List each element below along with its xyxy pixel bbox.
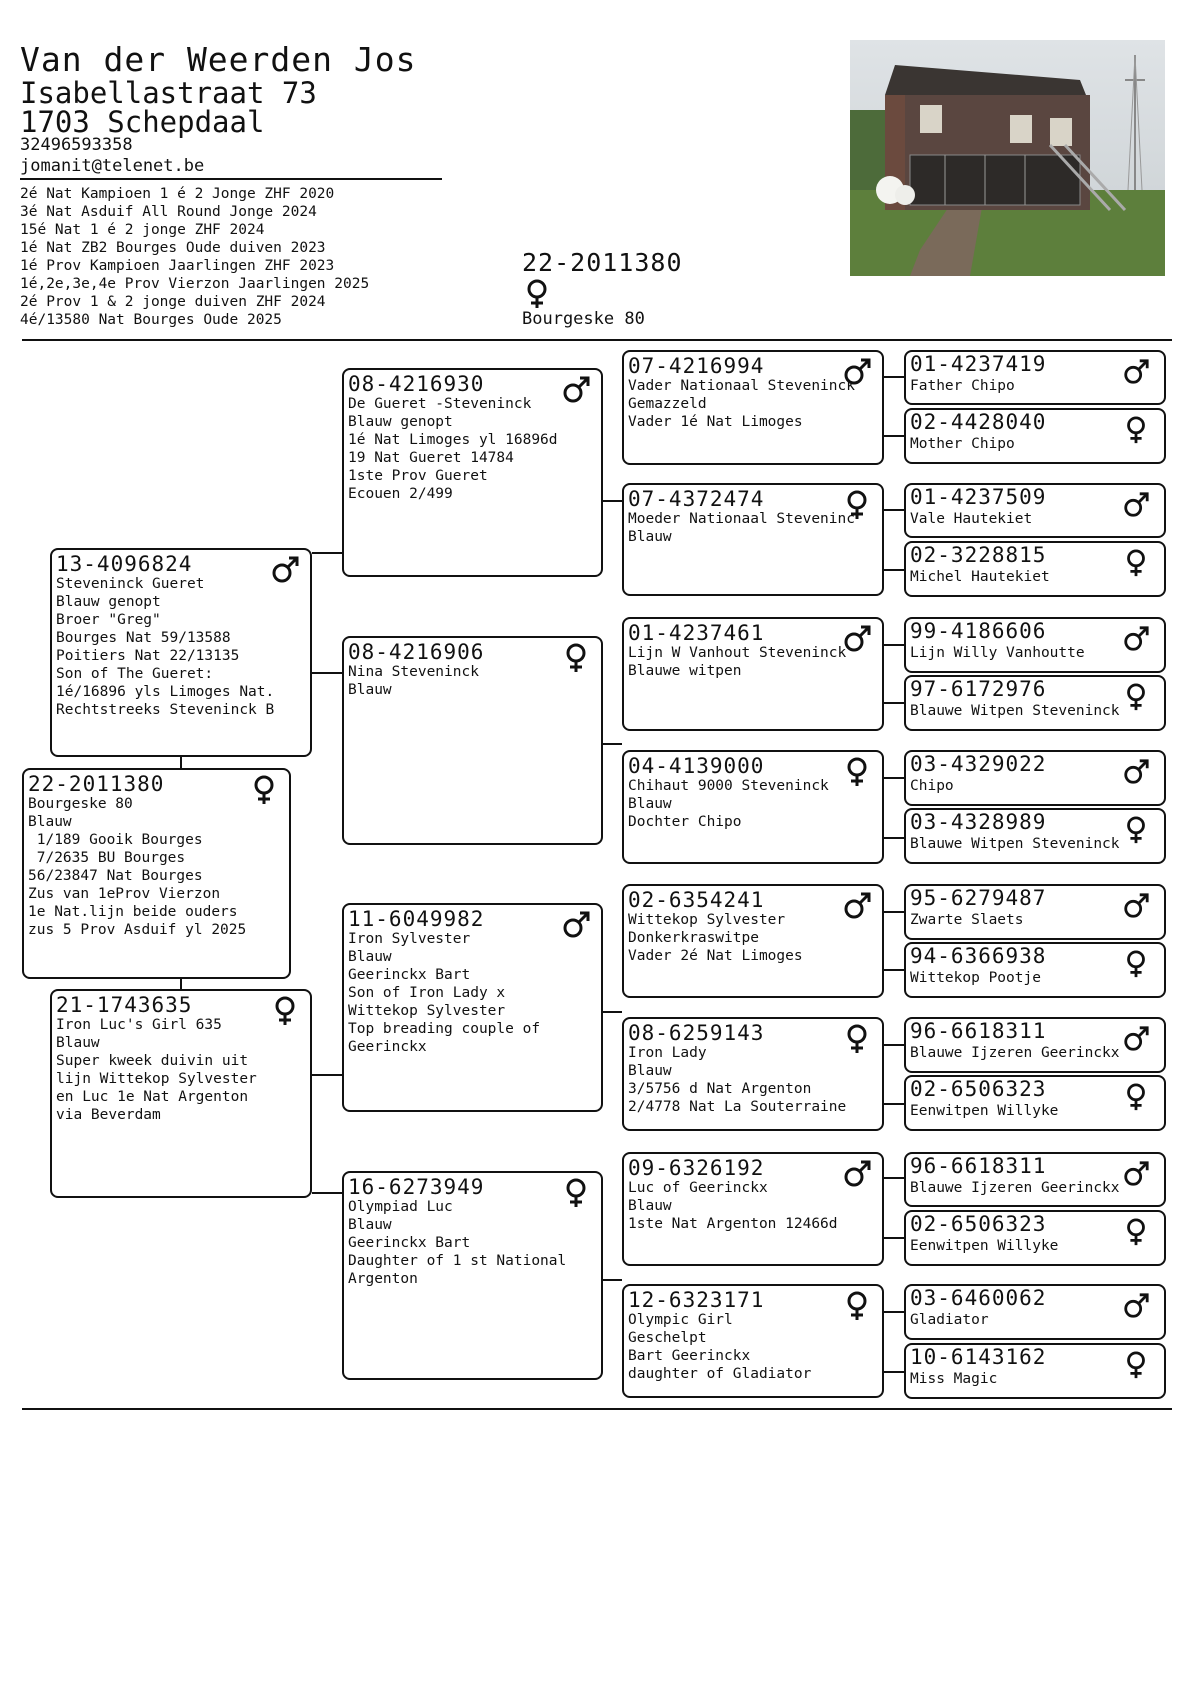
card-line: Blauw xyxy=(28,814,72,830)
female-symbol-icon xyxy=(1122,549,1150,577)
achievement-item: 15é Nat 1 é 2 jonge ZHF 2024 xyxy=(20,222,265,238)
owner-street: Isabellastraat 73 xyxy=(20,76,317,110)
card-line: Blauw xyxy=(348,682,392,698)
card-line: Vale Hautekiet xyxy=(910,511,1033,527)
pedigree-card-great-grandparent xyxy=(622,1152,884,1266)
card-line: Son of The Gueret: xyxy=(56,666,214,682)
card-line: 1/189 Gooik Bourges xyxy=(28,832,203,848)
card-details xyxy=(910,702,1120,720)
ring-number: 16-6273949 xyxy=(348,1175,485,1199)
card-details xyxy=(348,930,540,1056)
ring-number: 96-6618311 xyxy=(910,1019,1047,1043)
card-line: Eenwitpen Willyke xyxy=(910,1238,1059,1254)
female-symbol-icon xyxy=(270,996,300,1026)
card-line: Iron Lady xyxy=(628,1045,707,1061)
card-details xyxy=(628,1179,838,1233)
card-details xyxy=(910,568,1050,586)
card-line: 56/23847 Nat Bourges xyxy=(28,868,203,884)
achievement-item: 1é,2e,3e,4e Prov Vierzon Jaarlingen 2025 xyxy=(20,276,370,292)
card-details xyxy=(910,510,1032,528)
card-details xyxy=(56,575,274,719)
card-line: Mother Chipo xyxy=(910,436,1015,452)
card-line: Iron Sylvester xyxy=(348,931,471,947)
pedigree-card-ggg xyxy=(904,884,1166,940)
card-line: en Luc 1e Nat Argenton xyxy=(56,1089,249,1105)
ring-number: 08-6259143 xyxy=(628,1021,765,1045)
card-line: 1ste Nat Argenton 12466d xyxy=(628,1216,838,1232)
card-line: daughter of Gladiator xyxy=(628,1366,812,1382)
card-line: Top breading couple of xyxy=(348,1021,541,1037)
card-line: Poitiers Nat 22/13135 xyxy=(56,648,240,664)
card-line: De Gueret -Steveninck xyxy=(348,396,532,412)
card-line: Bart Geerinckx xyxy=(628,1348,751,1364)
card-details xyxy=(628,377,855,431)
card-line: zus 5 Prov Asduif yl 2025 xyxy=(28,922,247,938)
ring-number: 02-3228815 xyxy=(910,543,1047,567)
female-symbol-icon xyxy=(1122,1218,1150,1246)
pedigree-card-ggg xyxy=(904,541,1166,597)
achievement-item: 2é Prov 1 & 2 jonge duiven ZHF 2024 xyxy=(20,294,326,310)
card-details xyxy=(348,1198,566,1288)
card-details xyxy=(910,435,1015,453)
female-symbol-icon xyxy=(1122,1351,1150,1379)
ring-number: 02-6506323 xyxy=(910,1212,1047,1236)
female-symbol-icon xyxy=(249,775,279,805)
ring-number: 02-6354241 xyxy=(628,888,765,912)
card-line: Steveninck Gueret xyxy=(56,576,205,592)
male-symbol-icon xyxy=(1122,1025,1150,1053)
card-line: 1é Nat Limoges yl 16896d xyxy=(348,432,558,448)
card-details xyxy=(348,395,558,503)
ring-number: 01-4237419 xyxy=(910,352,1047,376)
male-symbol-icon xyxy=(1122,758,1150,786)
card-line: lijn Wittekop Sylvester xyxy=(56,1071,257,1087)
female-symbol-icon xyxy=(842,1291,872,1321)
pedigree-card-ggg xyxy=(904,1075,1166,1131)
pedigree-card-great-grandparent xyxy=(622,617,884,731)
card-line: Nina Steveninck xyxy=(348,664,479,680)
pedigree-card-ggg xyxy=(904,483,1166,538)
ring-number: 03-4328989 xyxy=(910,810,1047,834)
card-line: Vader 2é Nat Limoges xyxy=(628,948,803,964)
card-line: Zus van 1eProv Vierzon xyxy=(28,886,221,902)
pedigree-card-ggg xyxy=(904,942,1166,998)
male-symbol-icon xyxy=(561,375,591,405)
card-details xyxy=(910,1102,1058,1120)
card-line: Son of Iron Lady x xyxy=(348,985,506,1001)
ring-number: 94-6366938 xyxy=(910,944,1047,968)
card-line: Blauwe Ijzeren Geerinckx xyxy=(910,1045,1120,1061)
card-details xyxy=(910,777,954,795)
achievement-item: 4é/13580 Nat Bourges Oude 2025 xyxy=(20,312,282,328)
card-details xyxy=(628,510,855,546)
card-line: Blauw xyxy=(628,529,672,545)
card-line: Father Chipo xyxy=(910,378,1015,394)
achievement-item: 3é Nat Asduif All Round Jonge 2024 xyxy=(20,204,317,220)
card-details xyxy=(628,911,803,965)
ring-number: 08-4216930 xyxy=(348,372,485,396)
card-line: Lijn Willy Vanhoutte xyxy=(910,645,1085,661)
card-details xyxy=(28,795,246,939)
card-line: Daughter of 1 st National xyxy=(348,1253,567,1269)
pedigree-card-ggg xyxy=(904,408,1166,464)
ring-number: 97-6172976 xyxy=(910,677,1047,701)
card-line: 7/2635 BU Bourges xyxy=(28,850,186,866)
ring-number: 96-6618311 xyxy=(910,1154,1047,1178)
card-details xyxy=(910,969,1041,987)
pedigree-card-great-grandparent xyxy=(622,1284,884,1398)
female-symbol-icon xyxy=(1122,683,1150,711)
card-line: Gladiator xyxy=(910,1312,989,1328)
card-line: Blauw xyxy=(628,796,672,812)
male-symbol-icon xyxy=(842,1159,872,1189)
ring-number: 95-6279487 xyxy=(910,886,1047,910)
ring-number: 12-6323171 xyxy=(628,1288,765,1312)
card-line: Ecouen 2/499 xyxy=(348,486,453,502)
top-divider xyxy=(22,339,1172,341)
card-line: 1e Nat.lijn beide ouders xyxy=(28,904,238,920)
card-line: Wittekop Pootje xyxy=(910,970,1041,986)
card-line: Miss Magic xyxy=(910,1371,998,1387)
ring-number: 01-4237461 xyxy=(628,621,765,645)
achievement-item: 1é Prov Kampioen Jaarlingen ZHF 2023 xyxy=(20,258,335,274)
subject-ring-number: 22-2011380 xyxy=(522,248,683,277)
card-line: Geerinckx Bart xyxy=(348,1235,471,1251)
card-details xyxy=(910,644,1085,662)
card-line: Vader 1é Nat Limoges xyxy=(628,414,803,430)
card-details xyxy=(910,1179,1120,1197)
card-line: Wittekop Sylvester xyxy=(628,912,786,928)
male-symbol-icon xyxy=(561,910,591,940)
pedigree-card-great-grandparent xyxy=(622,483,884,596)
ring-number: 22-2011380 xyxy=(28,772,165,796)
card-line: Luc of Geerinckx xyxy=(628,1180,768,1196)
card-line: Geerinckx Bart xyxy=(348,967,471,983)
card-details xyxy=(910,1044,1120,1062)
male-symbol-icon xyxy=(270,555,300,585)
ring-number: 11-6049982 xyxy=(348,907,485,931)
male-symbol-icon xyxy=(1122,491,1150,519)
ring-number: 13-4096824 xyxy=(56,552,193,576)
female-symbol-icon xyxy=(522,279,552,309)
pedigree-card-grandparent xyxy=(342,368,603,577)
pedigree-card-ggg xyxy=(904,808,1166,864)
card-details xyxy=(910,835,1120,853)
card-line: Donkerkraswitpe xyxy=(628,930,759,946)
card-line: Dochter Chipo xyxy=(628,814,742,830)
female-symbol-icon xyxy=(561,643,591,673)
card-line: Zwarte Slaets xyxy=(910,912,1024,928)
pedigree-card-great-grandparent xyxy=(622,884,884,998)
pedigree-card-ggg xyxy=(904,617,1166,673)
achievement-item: 2é Nat Kampioen 1 é 2 Jonge ZHF 2020 xyxy=(20,186,335,202)
pedigree-card-grandparent xyxy=(342,903,603,1112)
card-details xyxy=(628,1044,846,1116)
ring-number: 02-4428040 xyxy=(910,410,1047,434)
card-line: Blauw genopt xyxy=(56,594,161,610)
card-line: Blauw xyxy=(628,1063,672,1079)
card-details xyxy=(910,1311,989,1329)
card-line: Blauw xyxy=(348,1217,392,1233)
header-divider xyxy=(20,178,442,180)
card-line: 1é/16896 yls Limoges Nat. xyxy=(56,684,275,700)
pedigree-card-ggg xyxy=(904,675,1166,731)
pedigree-card-grandparent xyxy=(342,1171,603,1380)
card-line: Lijn W Vanhout Steveninck xyxy=(628,645,847,661)
card-line: Bourges Nat 59/13588 xyxy=(56,630,231,646)
card-line: Blauw xyxy=(628,1198,672,1214)
ring-number: 01-4237509 xyxy=(910,485,1047,509)
female-symbol-icon xyxy=(842,1024,872,1054)
pedigree-card-ggg xyxy=(904,1017,1166,1073)
male-symbol-icon xyxy=(1122,1292,1150,1320)
card-line: 19 Nat Gueret 14784 xyxy=(348,450,514,466)
ring-number: 21-1743635 xyxy=(56,993,193,1017)
male-symbol-icon xyxy=(842,891,872,921)
card-line: Iron Luc's Girl 635 xyxy=(56,1017,222,1033)
card-details xyxy=(910,1237,1058,1255)
achievements-list xyxy=(20,185,369,329)
card-line: Bourgeske 80 xyxy=(28,796,133,812)
card-line: Moeder Nationaal Steveninc xyxy=(628,511,855,527)
card-line: Argenton xyxy=(348,1271,418,1287)
pedigree-card-ggg xyxy=(904,750,1166,806)
card-line: Chipo xyxy=(910,778,954,794)
ring-number: 04-4139000 xyxy=(628,754,765,778)
card-line: Super kweek duivin uit xyxy=(56,1053,249,1069)
card-details xyxy=(56,1016,257,1124)
card-line: Olympic Girl xyxy=(628,1312,733,1328)
card-details xyxy=(628,777,829,831)
pedigree-card-great-grandparent xyxy=(622,350,884,465)
card-line: Blauwe Ijzeren Geerinckx xyxy=(910,1180,1120,1196)
female-symbol-icon xyxy=(1122,950,1150,978)
subject-name: Bourgeske 80 xyxy=(522,309,645,329)
owner-name: Van der Weerden Jos xyxy=(20,40,417,79)
owner-city: 1703 Schepdaal xyxy=(20,105,265,139)
card-details xyxy=(628,1311,811,1383)
card-line: Blauwe Witpen Steveninck xyxy=(910,836,1120,852)
ring-number: 09-6326192 xyxy=(628,1156,765,1180)
card-line: Blauwe witpen xyxy=(628,663,742,679)
male-symbol-icon xyxy=(842,624,872,654)
card-line: Geschelpt xyxy=(628,1330,707,1346)
pedigree-card-subject xyxy=(22,768,291,979)
card-details xyxy=(628,644,846,680)
card-line: Olympiad Luc xyxy=(348,1199,453,1215)
pedigree-card-grandparent xyxy=(342,636,603,845)
ring-number: 10-6143162 xyxy=(910,1345,1047,1369)
pedigree-card-ggg xyxy=(904,350,1166,405)
ring-number: 03-4329022 xyxy=(910,752,1047,776)
ring-number: 08-4216906 xyxy=(348,640,485,664)
loft-photo xyxy=(850,40,1165,276)
card-line: 3/5756 d Nat Argenton xyxy=(628,1081,812,1097)
bottom-divider xyxy=(22,1408,1172,1410)
pedigree-card-sire xyxy=(50,548,312,757)
owner-phone: 32496593358 xyxy=(20,135,133,155)
male-symbol-icon xyxy=(1122,625,1150,653)
card-line: Michel Hautekiet xyxy=(910,569,1050,585)
pedigree-card-great-grandparent xyxy=(622,1017,884,1131)
card-details xyxy=(910,911,1024,929)
female-symbol-icon xyxy=(842,757,872,787)
ring-number: 02-6506323 xyxy=(910,1077,1047,1101)
card-line: Wittekop Sylvester xyxy=(348,1003,506,1019)
card-line: Vader Nationaal Steveninck xyxy=(628,378,855,394)
card-line: Blauw xyxy=(348,949,392,965)
card-details xyxy=(910,377,1015,395)
female-symbol-icon xyxy=(1122,416,1150,444)
card-line: Eenwitpen Willyke xyxy=(910,1103,1059,1119)
card-line: Rechtstreeks Steveninck B xyxy=(56,702,275,718)
female-symbol-icon xyxy=(1122,816,1150,844)
card-line: Geerinckx xyxy=(348,1039,427,1055)
pedigree-card-ggg xyxy=(904,1210,1166,1266)
card-line: Gemazzeld xyxy=(628,396,707,412)
pedigree-card-dam xyxy=(50,989,312,1198)
male-symbol-icon xyxy=(1122,358,1150,386)
male-symbol-icon xyxy=(1122,1160,1150,1188)
ring-number: 07-4372474 xyxy=(628,487,765,511)
card-details xyxy=(910,1370,997,1388)
owner-email: jomanit@telenet.be xyxy=(20,156,205,176)
card-line: Blauw genopt xyxy=(348,414,453,430)
card-line: Chihaut 9000 Steveninck xyxy=(628,778,829,794)
card-details xyxy=(348,663,479,699)
achievement-item: 1é Nat ZB2 Bourges Oude duiven 2023 xyxy=(20,240,326,256)
ring-number: 03-6460062 xyxy=(910,1286,1047,1310)
card-line: 2/4778 Nat La Souterraine xyxy=(628,1099,847,1115)
ring-number: 99-4186606 xyxy=(910,619,1047,643)
female-symbol-icon xyxy=(1122,1083,1150,1111)
pedigree-card-ggg xyxy=(904,1152,1166,1207)
card-line: 1ste Prov Gueret xyxy=(348,468,488,484)
pedigree-card-ggg xyxy=(904,1284,1166,1340)
male-symbol-icon xyxy=(1122,892,1150,920)
ring-number: 07-4216994 xyxy=(628,354,765,378)
card-line: Blauw xyxy=(56,1035,100,1051)
card-line: via Beverdam xyxy=(56,1107,161,1123)
card-line: Broer "Greg" xyxy=(56,612,161,628)
card-line: Blauwe Witpen Steveninck xyxy=(910,703,1120,719)
pedigree-card-great-grandparent xyxy=(622,750,884,864)
pedigree-card-ggg xyxy=(904,1343,1166,1399)
